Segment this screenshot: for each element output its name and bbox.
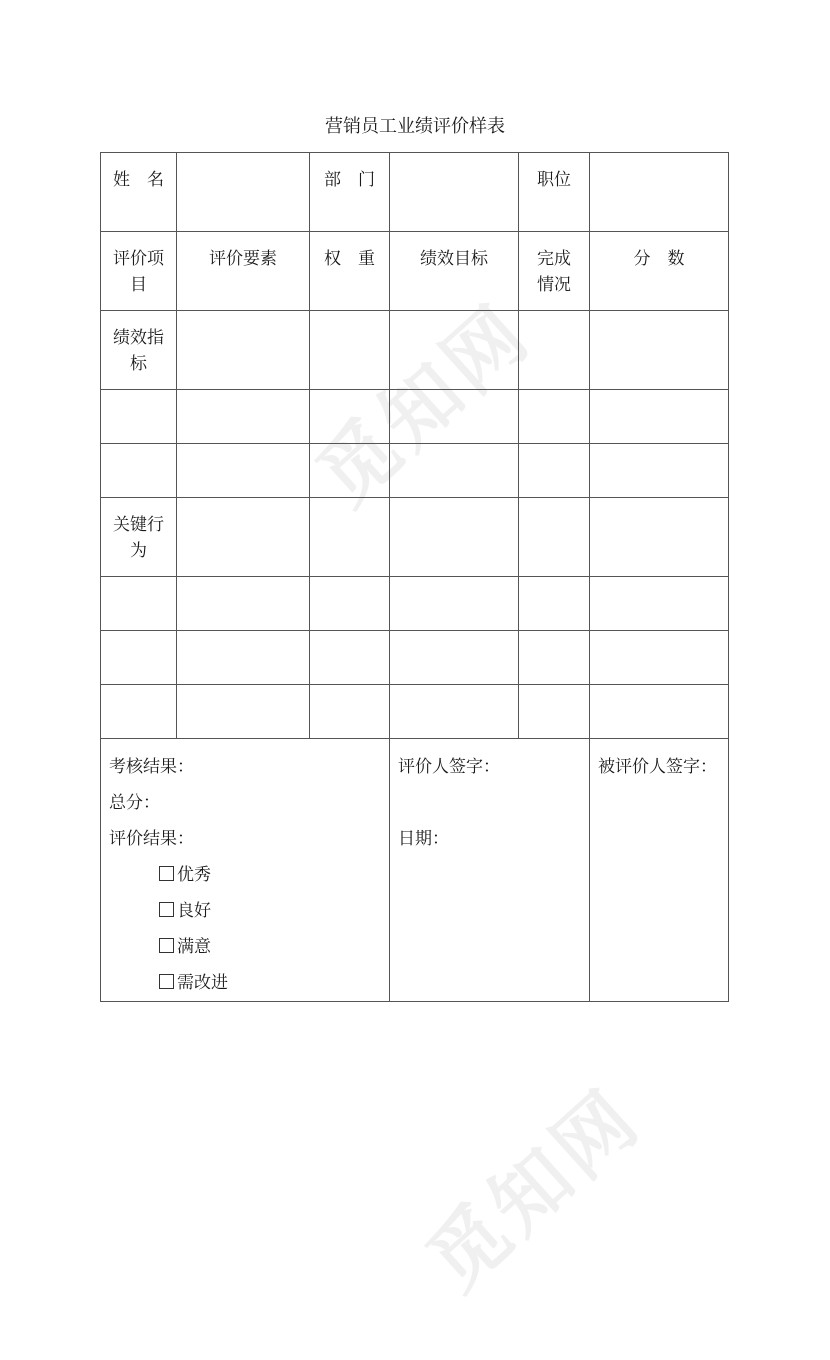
option-needs-improvement[interactable] bbox=[109, 965, 381, 1001]
checkbox-icon[interactable] bbox=[159, 938, 174, 953]
col-weight: 权 重 bbox=[324, 249, 375, 269]
table-cell[interactable] bbox=[101, 444, 177, 498]
table-cell[interactable] bbox=[310, 631, 390, 685]
table-cell[interactable] bbox=[310, 311, 390, 390]
dept-value-cell[interactable] bbox=[390, 153, 519, 232]
date-label: 日期： bbox=[398, 829, 449, 849]
evaluator-cell[interactable] bbox=[390, 739, 590, 1002]
col-target: 绩效目标 bbox=[420, 249, 488, 269]
result-label: 考核结果： bbox=[109, 757, 194, 777]
table-cell[interactable] bbox=[177, 631, 310, 685]
table-cell[interactable] bbox=[519, 498, 590, 577]
section-behavior: 关键行为 bbox=[113, 515, 164, 561]
table-cell[interactable] bbox=[390, 444, 519, 498]
section-performance: 绩效指标 bbox=[113, 328, 164, 374]
table-cell[interactable] bbox=[390, 390, 519, 444]
option-label: 优秀 bbox=[177, 865, 211, 885]
table-cell[interactable] bbox=[310, 390, 390, 444]
table-cell[interactable] bbox=[519, 444, 590, 498]
table-cell[interactable] bbox=[519, 311, 590, 390]
checkbox-icon[interactable] bbox=[159, 902, 174, 917]
table-cell[interactable] bbox=[310, 577, 390, 631]
watermark: 觅知网 bbox=[300, 287, 549, 523]
table-cell[interactable] bbox=[101, 685, 177, 739]
name-label-cell bbox=[101, 153, 177, 232]
table-cell[interactable] bbox=[590, 444, 729, 498]
table-row bbox=[101, 390, 729, 444]
table-cell[interactable] bbox=[101, 577, 177, 631]
total-label: 总分： bbox=[109, 793, 160, 813]
option-label: 满意 bbox=[177, 937, 211, 957]
table-cell[interactable] bbox=[177, 444, 310, 498]
table-row bbox=[101, 685, 729, 739]
table-cell[interactable] bbox=[590, 390, 729, 444]
position-label-cell bbox=[519, 153, 590, 232]
table-cell[interactable] bbox=[519, 631, 590, 685]
option-label: 需改进 bbox=[177, 973, 228, 993]
evaluatee-cell[interactable] bbox=[590, 739, 729, 1002]
col-score: 分 数 bbox=[633, 249, 685, 269]
option-label: 良好 bbox=[177, 901, 211, 921]
table-cell[interactable] bbox=[177, 311, 310, 390]
info-row bbox=[101, 153, 729, 232]
footer-row bbox=[101, 739, 729, 1002]
position-value-cell[interactable] bbox=[590, 153, 729, 232]
table-row bbox=[101, 498, 729, 577]
col-item: 评价项目 bbox=[113, 249, 164, 295]
table-cell[interactable] bbox=[310, 444, 390, 498]
checkbox-icon[interactable] bbox=[159, 866, 174, 881]
table-cell[interactable] bbox=[101, 390, 177, 444]
table-cell[interactable] bbox=[177, 685, 310, 739]
table-cell[interactable] bbox=[590, 631, 729, 685]
table-cell[interactable] bbox=[590, 498, 729, 577]
table-row bbox=[101, 631, 729, 685]
col-completion: 完成情况 bbox=[537, 249, 571, 295]
option-excellent[interactable] bbox=[109, 857, 381, 893]
table-cell[interactable] bbox=[519, 577, 590, 631]
option-satisfactory[interactable] bbox=[109, 929, 381, 965]
table-cell[interactable] bbox=[310, 498, 390, 577]
dept-label-cell bbox=[310, 153, 390, 232]
name-label: 姓 名 bbox=[113, 170, 164, 190]
col-element: 评价要素 bbox=[209, 249, 277, 269]
option-good[interactable] bbox=[109, 893, 381, 929]
table-cell[interactable] bbox=[390, 311, 519, 390]
table-cell[interactable] bbox=[177, 390, 310, 444]
table-cell[interactable] bbox=[390, 577, 519, 631]
table-cell[interactable] bbox=[177, 498, 310, 577]
table-row bbox=[101, 444, 729, 498]
table-cell[interactable] bbox=[390, 685, 519, 739]
result-cell bbox=[101, 739, 390, 1002]
table-cell[interactable] bbox=[101, 631, 177, 685]
eval-result-label: 评价结果： bbox=[109, 829, 194, 849]
table-cell[interactable] bbox=[590, 311, 729, 390]
table-cell[interactable] bbox=[390, 631, 519, 685]
table-cell[interactable] bbox=[590, 685, 729, 739]
position-label: 职位 bbox=[537, 170, 571, 190]
table-cell[interactable] bbox=[390, 498, 519, 577]
evaluator-sign-label: 评价人签字： bbox=[398, 757, 500, 777]
table-cell[interactable] bbox=[310, 685, 390, 739]
table-row bbox=[101, 311, 729, 390]
table-cell[interactable] bbox=[590, 577, 729, 631]
watermark-bottom: 觅知网 bbox=[410, 1072, 659, 1308]
dept-label: 部 门 bbox=[324, 170, 375, 190]
table-cell[interactable] bbox=[177, 577, 310, 631]
checkbox-icon[interactable] bbox=[159, 974, 174, 989]
table-row bbox=[101, 577, 729, 631]
column-header-row bbox=[101, 232, 729, 311]
table-cell[interactable] bbox=[519, 390, 590, 444]
name-value-cell[interactable] bbox=[177, 153, 310, 232]
table-cell[interactable] bbox=[519, 685, 590, 739]
evaluation-form-table bbox=[100, 152, 729, 1002]
evaluatee-sign-label: 被评价人签字： bbox=[598, 757, 717, 777]
page-title: 营销员工业绩评价样表 bbox=[325, 116, 505, 137]
